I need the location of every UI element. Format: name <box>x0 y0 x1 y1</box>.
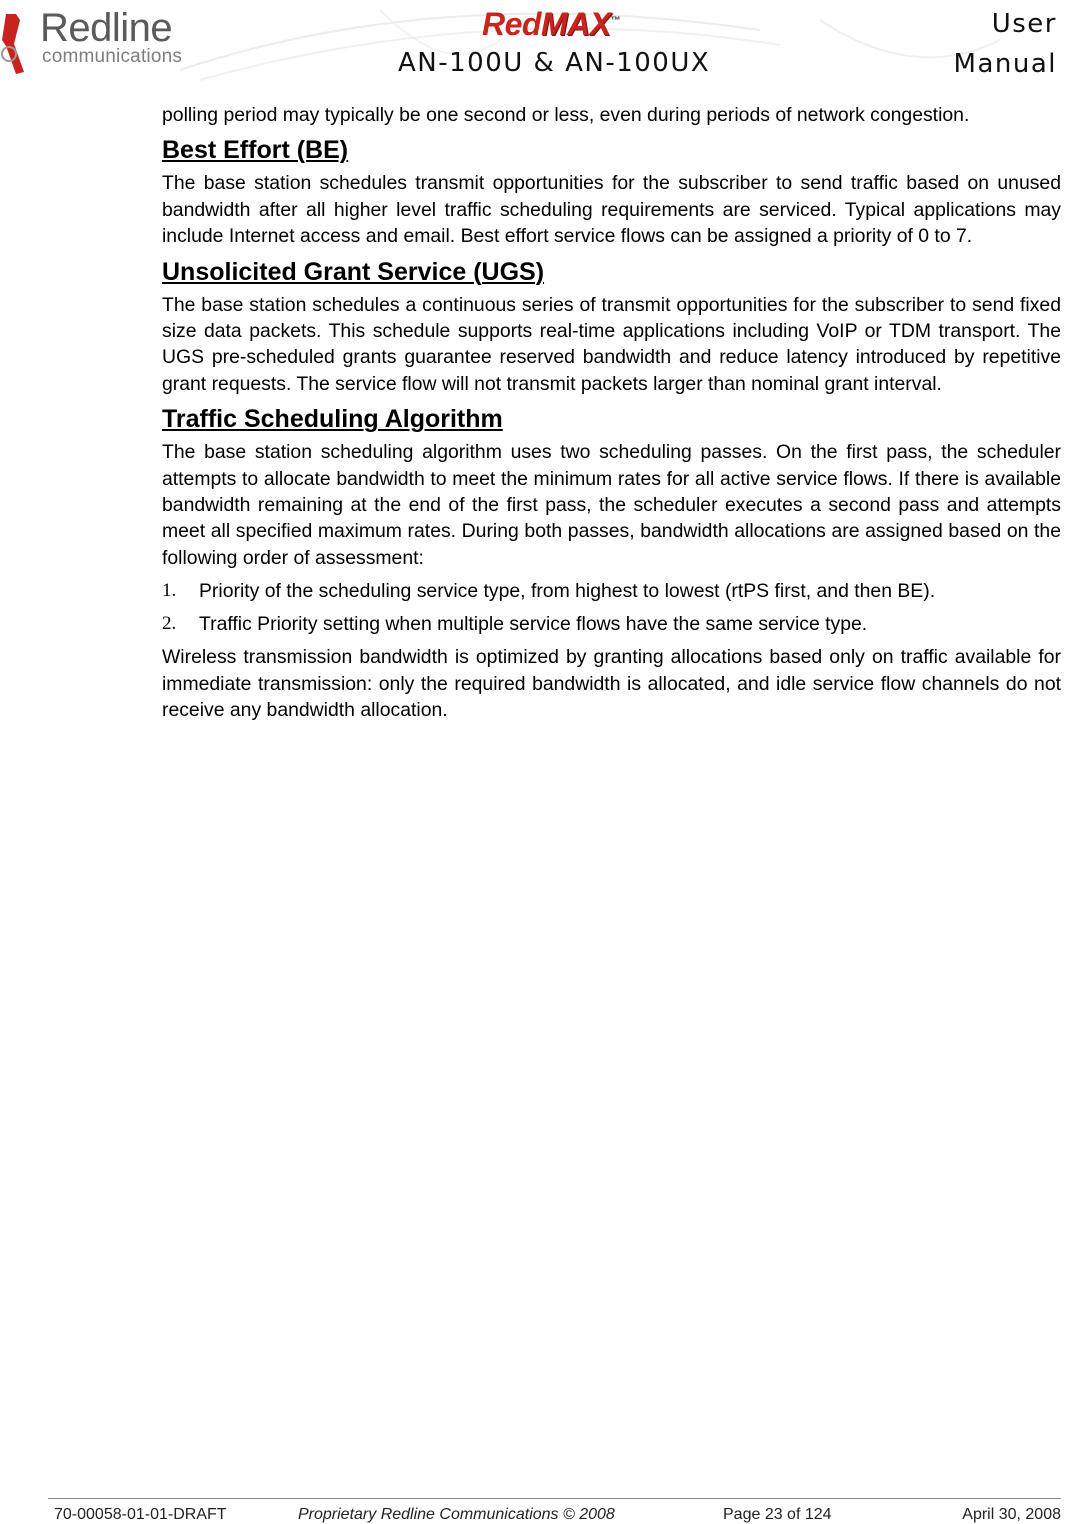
redline-logo <box>0 4 210 74</box>
redmax-red: Red <box>482 6 541 42</box>
product-title: AN-100U & AN-100UX <box>398 48 711 78</box>
ugs-paragraph: The base station schedules a continuous series of transmit opportunities for the subscriber to send fixed size data packets. This schedule supports real-time applications including VoIP or TDM transport. The UGS pre-scheduled grants guarantee reserved bandwidth and reduce latency introduced by repetitive grant requests. The service flow will not transmit packets larger than nominal grant interval. <box>162 293 1061 395</box>
section-heading-scheduling-algorithm: Traffic Scheduling Algorithm <box>162 405 503 434</box>
list-item-text: Traffic Priority setting when multiple service flows have the same service type. <box>199 612 868 635</box>
list-item-text: Priority of the scheduling service type, from highest to lowest (rtPS first, and then BE). <box>199 580 936 603</box>
doc-type-line1: User <box>991 9 1057 39</box>
assessment-order-list <box>162 578 1061 637</box>
page-content <box>162 102 1061 730</box>
section-heading-ugs: Unsolicited Grant Service (UGS) <box>162 257 545 286</box>
footer-divider <box>48 1498 1061 1499</box>
document-type <box>917 4 1057 84</box>
intro-paragraph: polling period may typically be one second or less, even during periods of network congestion. <box>162 104 970 126</box>
logo-wordmark: Redline <box>40 6 173 50</box>
footer-doc-number: 70-00058-01-01-DRAFT <box>54 1506 227 1523</box>
section-heading-best-effort: Best Effort (BE) <box>162 136 349 165</box>
footer-date: April 30, 2008 <box>962 1506 1061 1523</box>
logo-subtitle: communications <box>42 46 183 67</box>
best-effort-paragraph: The base station schedules transmit opportunities for the subscriber to send traffic based on unused bandwidth after all higher level traffic scheduling requirements are serviced. Typical applications may include Internet access and email. Best effort service flows can be assigned a priority of 0 to 7. <box>162 172 1061 248</box>
list-item <box>162 578 1061 604</box>
scheduling-algorithm-paragraph: The base station scheduling algorithm uses two scheduling passes. On the first pass, the scheduler attempts to allocate bandwidth to meet the minimum rates for all active service flows. If there is available bandwidth remaining at the end of the first pass, the scheduler executes a second pass and attempts meet all specified maximum rates. During both passes, bandwidth allocations are assigned based on the following order of assessment: <box>162 441 1061 569</box>
trademark-symbol: ™ <box>610 15 621 27</box>
list-item <box>162 611 1061 637</box>
redmax-logo <box>482 6 620 43</box>
page-header <box>0 0 1065 92</box>
footer-page-number: Page 23 of 124 <box>723 1506 832 1523</box>
page-footer <box>48 1498 1061 1524</box>
closing-paragraph: Wireless transmission bandwidth is optimized by granting allocations based only on traffic available for immediate transmission: only the required bandwidth is allocated, and idle service flow channels do not receive any bandwidth allocation. <box>162 646 1061 721</box>
list-item-number: 2. <box>162 612 177 634</box>
redline-mark-icon <box>0 10 40 76</box>
redmax-max: MAX <box>540 6 611 42</box>
footer-proprietary-notice: Proprietary Redline Communications © 2008 <box>298 1506 615 1523</box>
doc-type-line2: Manual <box>953 49 1057 79</box>
list-item-number: 1. <box>162 580 177 602</box>
